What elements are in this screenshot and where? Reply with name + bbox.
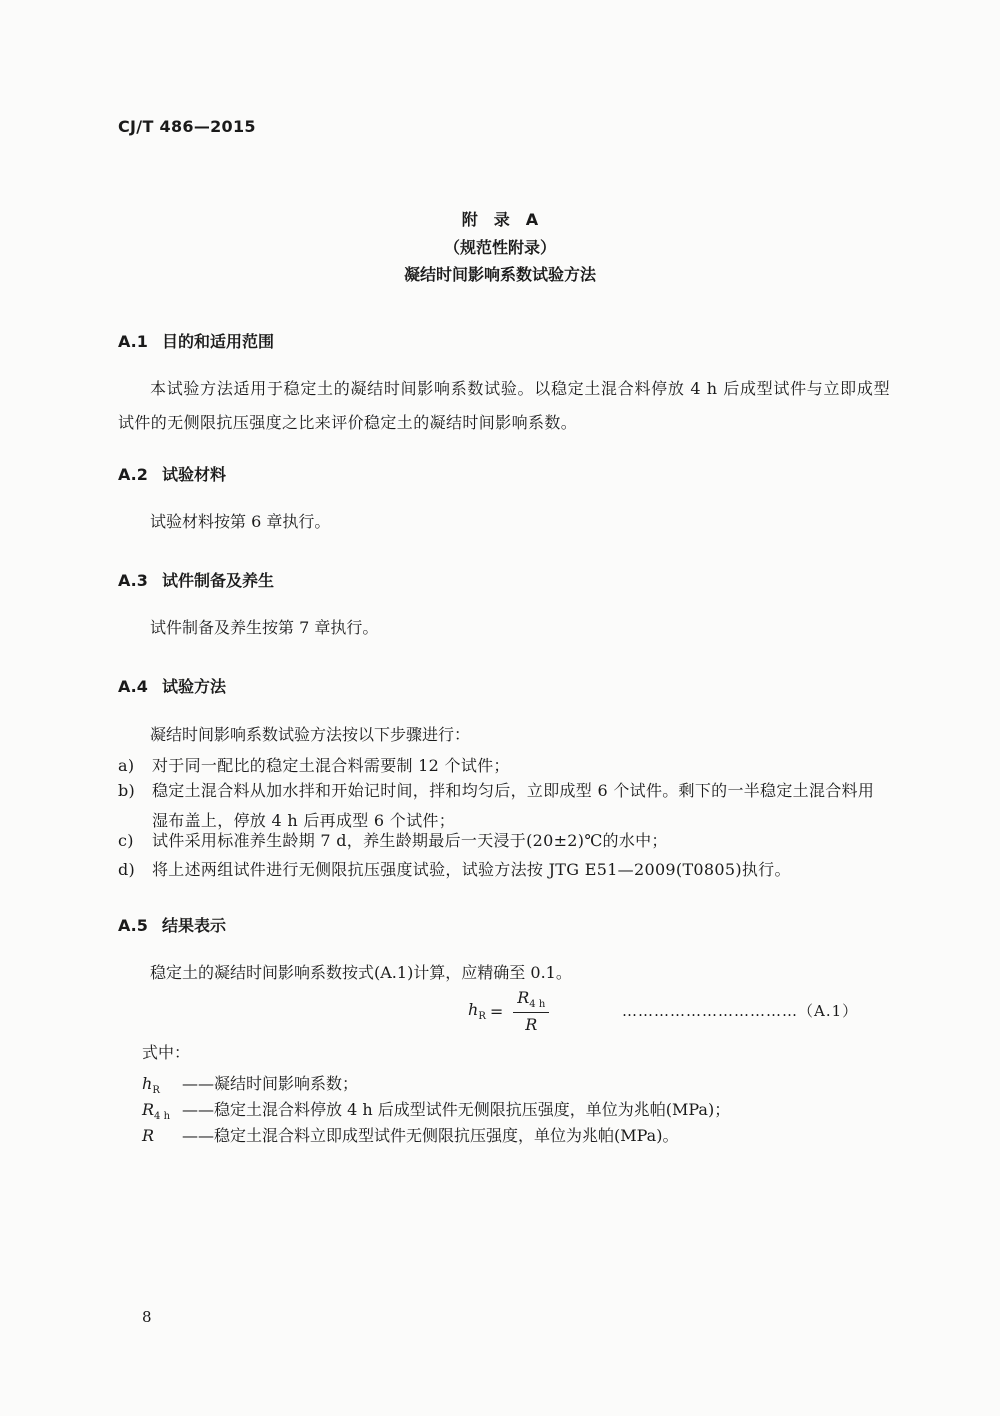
symbol-definition [142, 1123, 678, 1148]
equation-number: ……………………………（A.1） [622, 1002, 859, 1020]
section-title: 试件制备及养生 [162, 571, 275, 590]
section-number: A.3 [118, 571, 148, 590]
section-a2-paragraph: 试验材料按第 6 章执行。 [150, 512, 331, 531]
section-heading-a2 [118, 462, 226, 485]
standard-code: CJ/T 486—2015 [118, 117, 256, 136]
section-number: A.2 [118, 465, 148, 484]
formula-a1: $h_R$ = $\frac{R_{4 h}}{R}$ [468, 988, 549, 1034]
list-item [118, 855, 890, 885]
appendix-title: 附 录 A [461, 210, 539, 229]
section-a3-paragraph: 试件制备及养生按第 7 章执行。 [150, 618, 379, 637]
list-text: 稳定土混合料从加水拌和开始记时间，拌和均匀后，立即成型 6 个试件。剩下的一半稳定土混合料用湿布盖上，停放 4 h 后再成型 6 个试件； [152, 781, 875, 830]
list-text: 将上述两组试件进行无侧限抗压强度试验，试验方法按 JTG E51—2009(T0805)执行。 [152, 860, 791, 879]
section-heading-a5 [118, 913, 226, 936]
section-title: 试验方法 [162, 677, 227, 696]
section-number: A.1 [118, 332, 148, 351]
list-text: 试件采用标准养生龄期 7 d，养生龄期最后一天浸于(20±2)℃的水中； [152, 831, 668, 850]
list-item [118, 826, 890, 856]
symbol-definition [142, 1097, 730, 1122]
section-a4-intro: 凝结时间影响系数试验方法按以下步骤进行： [150, 725, 471, 744]
section-title: 目的和适用范围 [162, 332, 275, 351]
symbol: $h_R$ [142, 1074, 160, 1097]
list-marker: b) [118, 781, 136, 800]
section-heading-a4 [118, 674, 226, 697]
section-title: 结果表示 [162, 916, 227, 935]
symbol-desc: ——稳定土混合料停放 4 h 后成型试件无侧限抗压强度，单位为兆帕(MPa)； [182, 1100, 731, 1119]
section-a5-paragraph: 稳定土的凝结时间影响系数按式(A.1)计算，应精确至 0.1。 [150, 963, 572, 982]
symbol: R [142, 1126, 155, 1145]
section-heading-a1 [118, 329, 274, 352]
symbol-definition [142, 1071, 358, 1096]
formula-numerator: $R_{4 h}$ [513, 988, 549, 1013]
list-text: 对于同一配比的稳定土混合料需要制 12 个试件； [152, 756, 510, 775]
list-marker: c) [118, 831, 134, 850]
where-label: 式中： [142, 1043, 191, 1062]
formula-fraction [513, 988, 549, 1034]
symbol: $R_{4 h}$ [142, 1100, 171, 1123]
list-marker: a) [118, 756, 135, 775]
page-number: 8 [142, 1308, 152, 1326]
section-heading-a3 [118, 568, 274, 591]
section-title: 试验材料 [162, 465, 227, 484]
appendix-name: 凝结时间影响系数试验方法 [403, 265, 596, 284]
symbol-desc: ——凝结时间影响系数； [182, 1074, 359, 1093]
section-number: A.4 [118, 677, 148, 696]
section-number: A.5 [118, 916, 148, 935]
list-marker: d) [118, 860, 136, 879]
appendix-type: （规范性附录） [443, 238, 556, 257]
symbol-desc: ——稳定土混合料立即成型试件无侧限抗压强度，单位为兆帕(MPa)。 [182, 1126, 679, 1145]
formula-denominator: R [525, 1015, 538, 1035]
section-a1-paragraph: 本试验方法适用于稳定土的凝结时间影响系数试验。以稳定土混合料停放 4 h 后成型试件与立即成型试件的无侧限抗压强度之比来评价稳定土的凝结时间影响系数。 [118, 379, 890, 432]
formula-lhs: $h_R$ [468, 1000, 486, 1023]
